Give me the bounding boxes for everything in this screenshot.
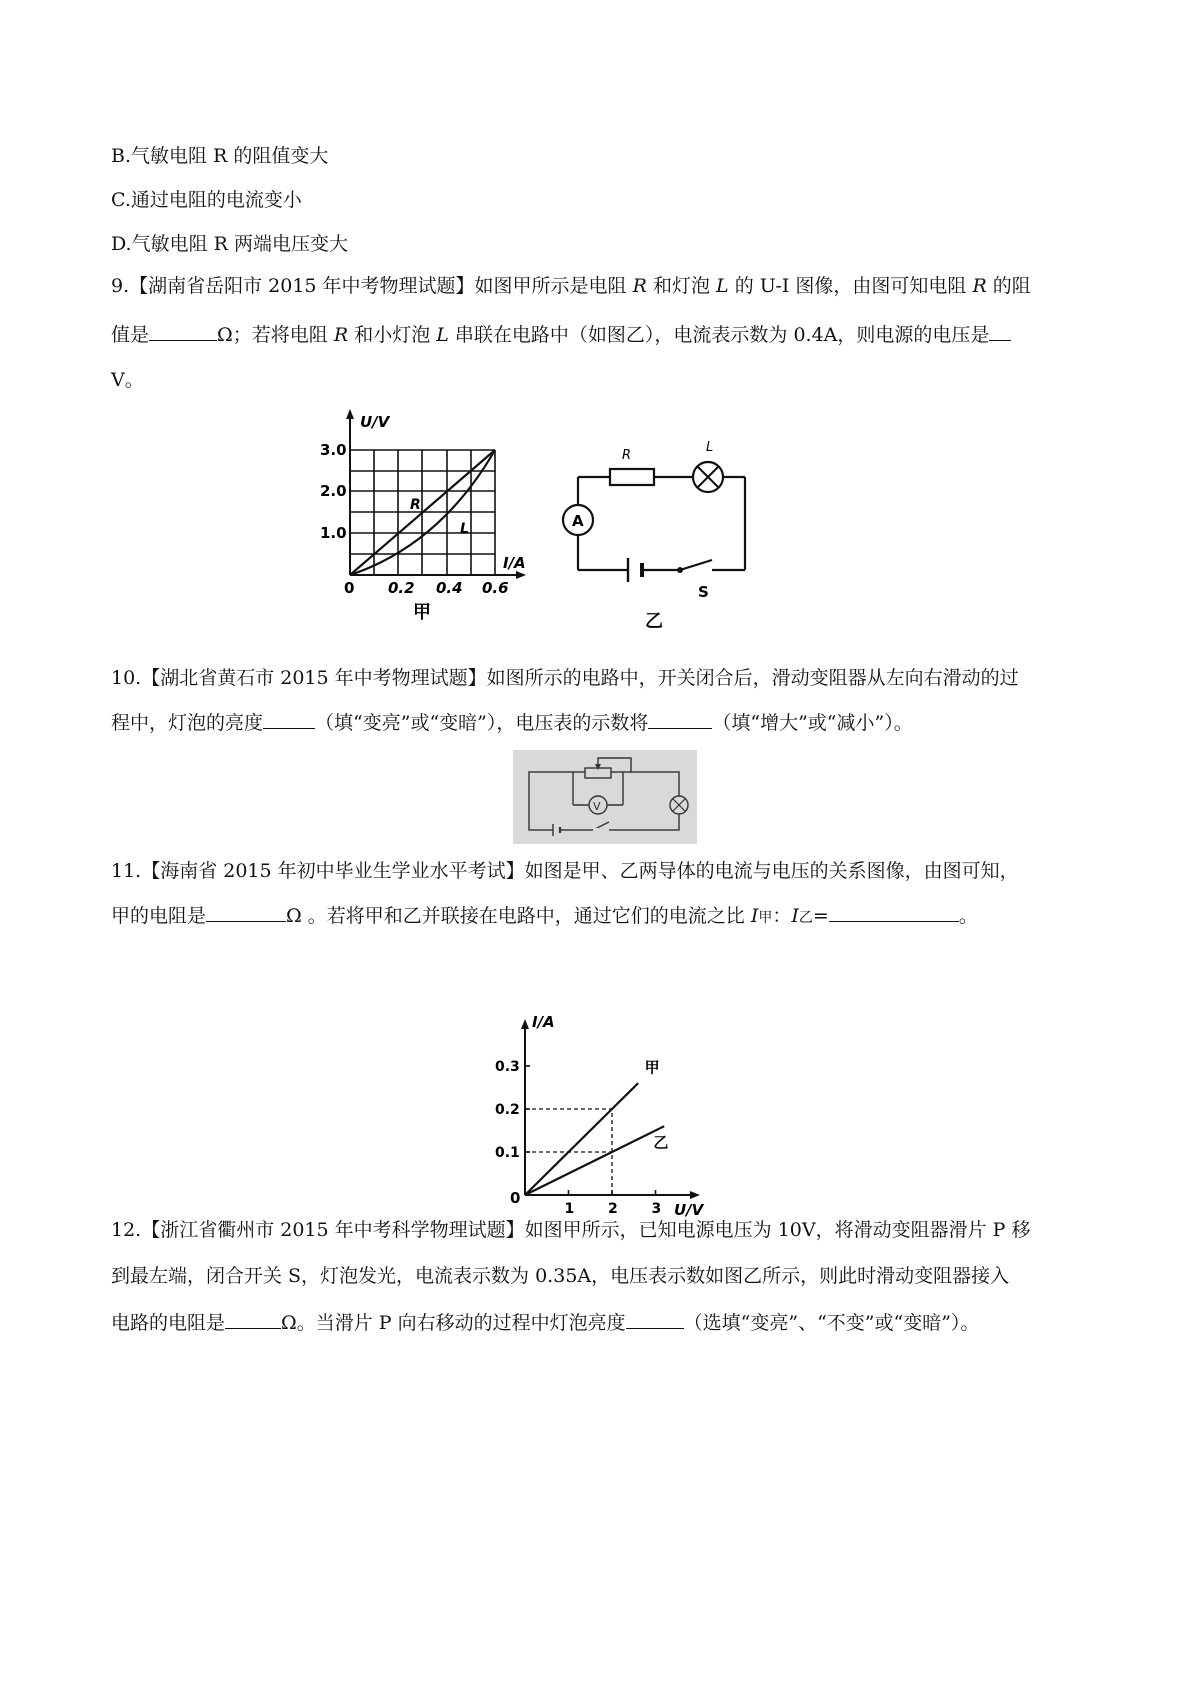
x-tick-label: 2 (608, 1201, 618, 1217)
series-label-jia: 甲 (644, 1058, 660, 1077)
answer-blank[interactable] (206, 903, 286, 922)
answer-blank[interactable] (225, 1310, 281, 1329)
q11-line-1: 11.【海南省 2015 年初中毕业生学业水平考试】如图是甲、乙两导体的电流与电压的关系图像，由图可知， (111, 860, 1019, 882)
y-axis-arrow (346, 409, 354, 419)
q10-line-1: 10.【湖北省黄石市 2015 年中考物理试题】如图所示的电路中，开关闭合后，滑动变阻器从左向右滑动的过 (111, 667, 1019, 689)
x-axis-label: I/A (503, 554, 526, 572)
q11-line-2: 甲的电阻是 Ω 。若将甲和乙并联接在电路中，通过它们的电流之比 I甲：I乙= 。 (111, 905, 978, 927)
x-axis-arrow (516, 571, 526, 579)
circuit-diagram (578, 477, 745, 570)
ammeter (563, 505, 593, 535)
option-d: D.气敏电阻 R 两端电压变大 (111, 233, 348, 255)
ammeter-label: A (572, 512, 584, 530)
y-tick: 2.0 (320, 482, 347, 500)
switch-label: S (698, 583, 709, 601)
x-axis-label: U/V (674, 1201, 704, 1219)
y-tick: 3.0 (320, 441, 347, 459)
q9-line-3: V。 (111, 369, 144, 391)
q9-line-2: 值是 Ω；若将电阻 R 和小灯泡 L 串联在电路中（如图乙），电流表示数为 0.4A，则电源的电压是 (111, 322, 1011, 347)
q10-figure (513, 750, 697, 844)
origin-label: 0 (510, 1189, 521, 1207)
battery (628, 558, 642, 582)
y-axis-label: U/V (360, 413, 390, 431)
q12-line-3: 电路的电阻是 Ω。当滑片 P 向右移动的过程中灯泡亮度 （选填“变亮”、“不变”或“变暗”）。 (111, 1312, 980, 1334)
option-b: B.气敏电阻 R 的阻值变大 (111, 145, 329, 167)
lamp (670, 796, 688, 814)
voltmeter (589, 796, 607, 814)
lamp-label: L (706, 440, 714, 455)
x-tick: 0.4 (436, 579, 463, 597)
q12-line-1: 12.【浙江省衢州市 2015 年中考科学物理试题】如图甲所示，已知电源电压为 10V，将滑动变阻器滑片 P 移 (111, 1219, 1031, 1241)
resistor (610, 469, 654, 485)
x-tick: 0.6 (482, 579, 509, 597)
answer-blank[interactable] (989, 322, 1011, 341)
answer-blank[interactable] (149, 322, 217, 341)
series-line-jia (525, 1083, 638, 1195)
voltmeter-label: V (593, 800, 601, 813)
y-tick-label: 0.2 (495, 1102, 520, 1118)
caption-left: 甲 (413, 602, 431, 623)
q9-line-1: 9.【湖南省岳阳市 2015 年中考物理试题】如图甲所示是电阻 R 和灯泡 L 的 U-I 图像，由图可知电阻 R 的阻 (111, 275, 1031, 297)
y-tick-label: 0.3 (495, 1059, 520, 1075)
x-tick: 0 (344, 579, 355, 597)
switch-contact (677, 567, 683, 573)
caption-right: 乙 (645, 611, 663, 632)
option-c: C.通过电阻的电流变小 (111, 189, 302, 211)
answer-blank[interactable] (829, 903, 959, 922)
series-label-yi: 乙 (653, 1133, 669, 1152)
q10-line-2: 程中，灯泡的亮度 （填“变亮”或“变暗”），电压表的示数将 （填“增大”或“减小”）。 (111, 712, 913, 734)
y-tick-label: 0.1 (495, 1145, 520, 1161)
q11-chart (478, 1005, 704, 1219)
x-tick: 0.2 (388, 579, 415, 597)
y-axis-label: I/A (532, 1013, 555, 1031)
answer-blank[interactable] (648, 710, 712, 729)
curve-l-label: L (460, 521, 469, 537)
x-axis-arrow (690, 1191, 700, 1199)
lamp (693, 462, 723, 492)
answer-blank[interactable] (263, 710, 315, 729)
x-tick-label: 1 (564, 1201, 575, 1217)
y-tick: 1.0 (320, 524, 347, 542)
resistor-label: R (622, 448, 632, 463)
q12-line-2: 到最左端，闭合开关 S，灯泡发光，电流表示数为 0.35A，电压表示数如图乙所示，则此时滑动变阻器接入 (111, 1265, 1010, 1287)
x-tick-label: 3 (651, 1201, 662, 1217)
q9-figure (320, 405, 780, 645)
curve-r-label: R (410, 497, 421, 513)
y-axis-arrow (521, 1019, 529, 1029)
series-line-yi (525, 1126, 664, 1195)
answer-blank[interactable] (626, 1310, 684, 1329)
